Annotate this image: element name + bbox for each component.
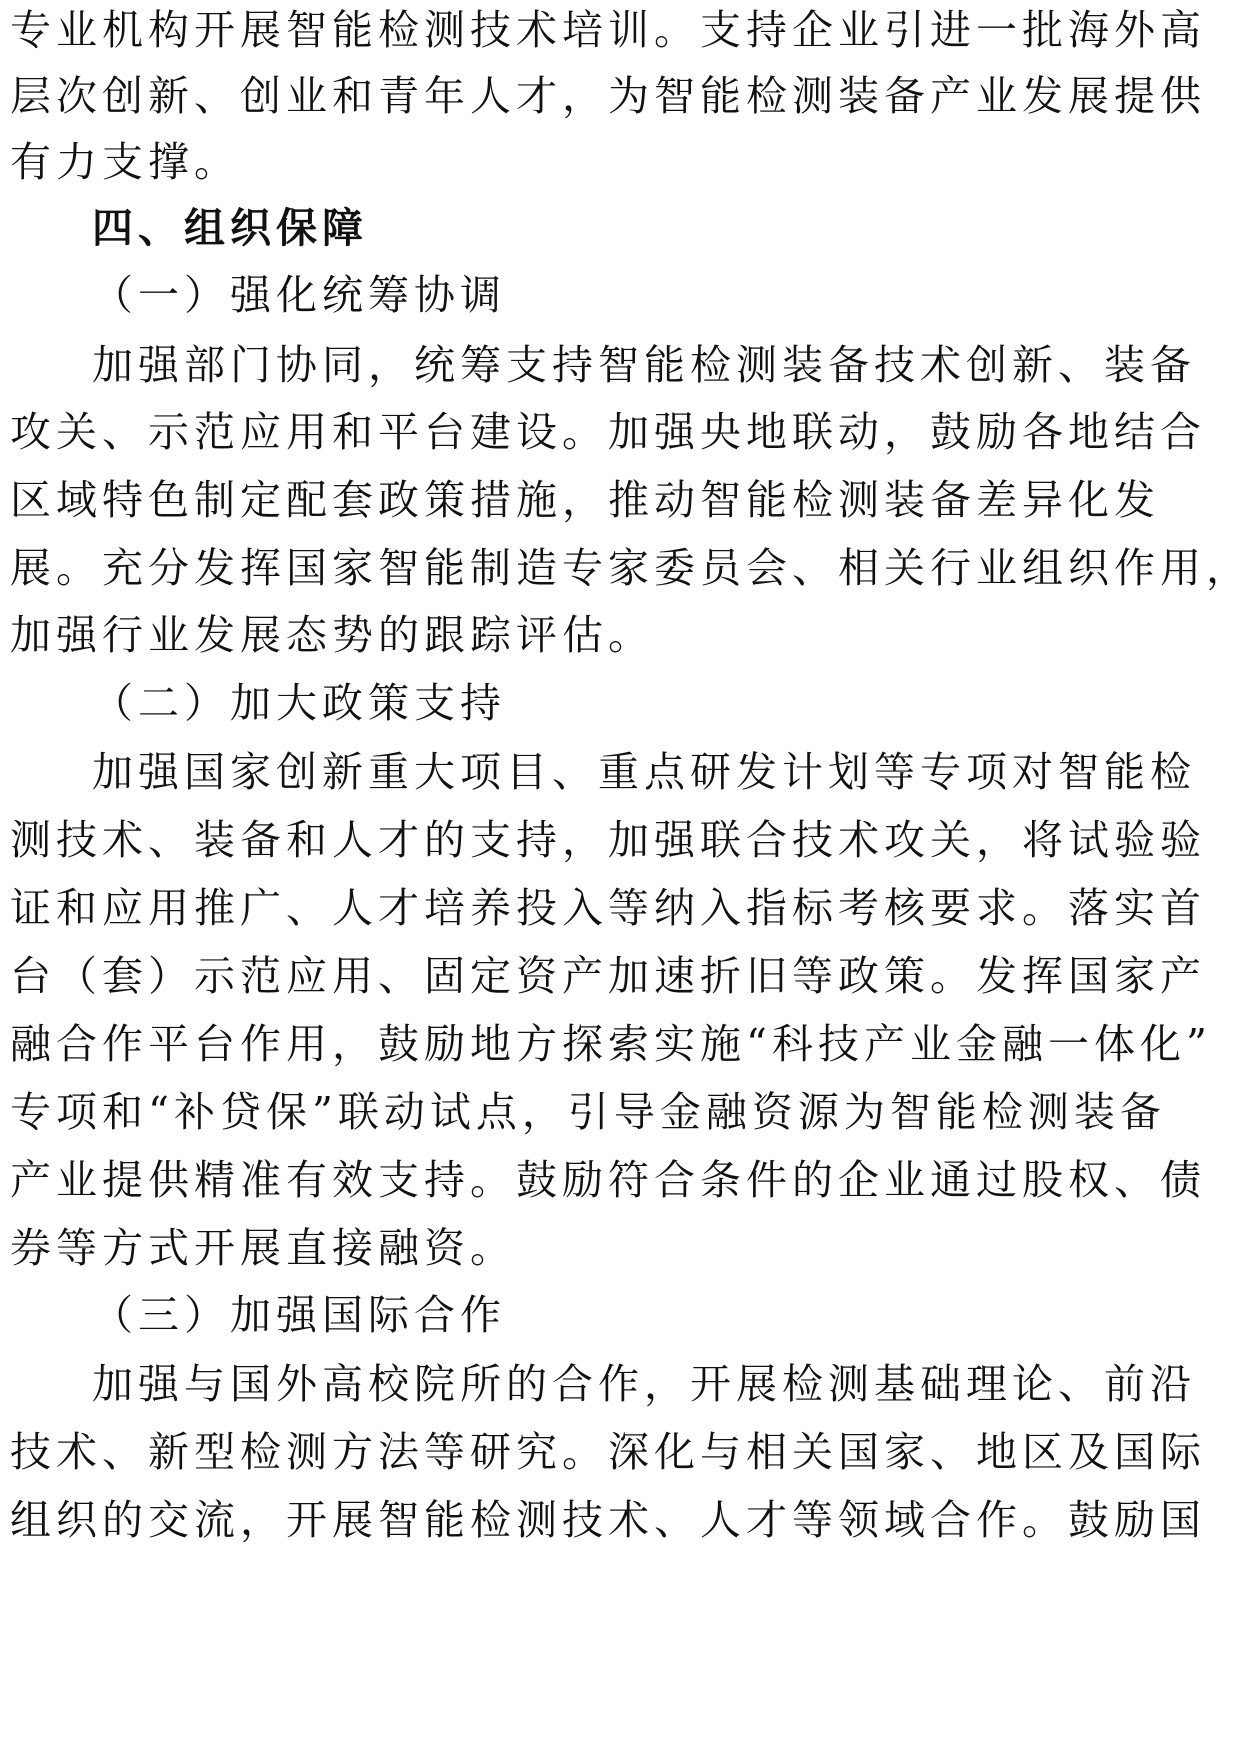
subsection-heading: （一）强化统筹协调: [92, 271, 506, 319]
paragraph-line: 展。充分发挥国家智能制造专家委员会、相关行业组织作用，: [10, 544, 1252, 592]
paragraph-line: 专业机构开展智能检测技术培训。支持企业引进一批海外高: [10, 6, 1206, 54]
paragraph-line: 融合作平台作用，鼓励地方探索实施“科技产业金融一体化”: [10, 1020, 1212, 1068]
subsection-heading: （三）加强国际合作: [92, 1291, 506, 1339]
paragraph-line: 证和应用推广、人才培养投入等纳入指标考核要求。落实首: [10, 884, 1206, 932]
paragraph-line: 加强部门协同，统筹支持智能检测装备技术创新、装备: [92, 341, 1196, 389]
paragraph-line: 攻关、示范应用和平台建设。加强央地联动，鼓励各地结合: [10, 408, 1206, 456]
paragraph-line: 测技术、装备和人才的支持，加强联合技术攻关，将试验验: [10, 816, 1206, 864]
paragraph-line: 加强行业发展态势的跟踪评估。: [10, 611, 654, 659]
paragraph-line: 组织的交流，开展智能检测技术、人才等领域合作。鼓励国: [10, 1496, 1206, 1544]
paragraph-line: 加强国家创新重大项目、重点研发计划等专项对智能检: [92, 748, 1196, 796]
paragraph-line: 区域特色制定配套政策措施，推动智能检测装备差异化发: [10, 476, 1160, 524]
paragraph-line: 产业提供精准有效支持。鼓励符合条件的企业通过股权、债: [10, 1156, 1206, 1204]
paragraph-line: 有力支撑。: [10, 138, 240, 186]
paragraph-line: 券等方式开展直接融资。: [10, 1224, 516, 1272]
section-heading: 四、组织保障: [92, 204, 368, 252]
paragraph-line: 技术、新型检测方法等研究。深化与相关国家、地区及国际: [10, 1428, 1206, 1476]
subsection-heading: （二）加大政策支持: [92, 679, 506, 727]
paragraph-line: 台（套）示范应用、固定资产加速折旧等政策。发挥国家产: [10, 952, 1206, 1000]
paragraph-line: 加强与国外高校院所的合作，开展检测基础理论、前沿: [92, 1360, 1196, 1408]
paragraph-line: 层次创新、创业和青年人才，为智能检测装备产业发展提供: [10, 72, 1206, 120]
paragraph-line: 专项和“补贷保”联动试点，引导金融资源为智能检测装备: [10, 1088, 1166, 1136]
